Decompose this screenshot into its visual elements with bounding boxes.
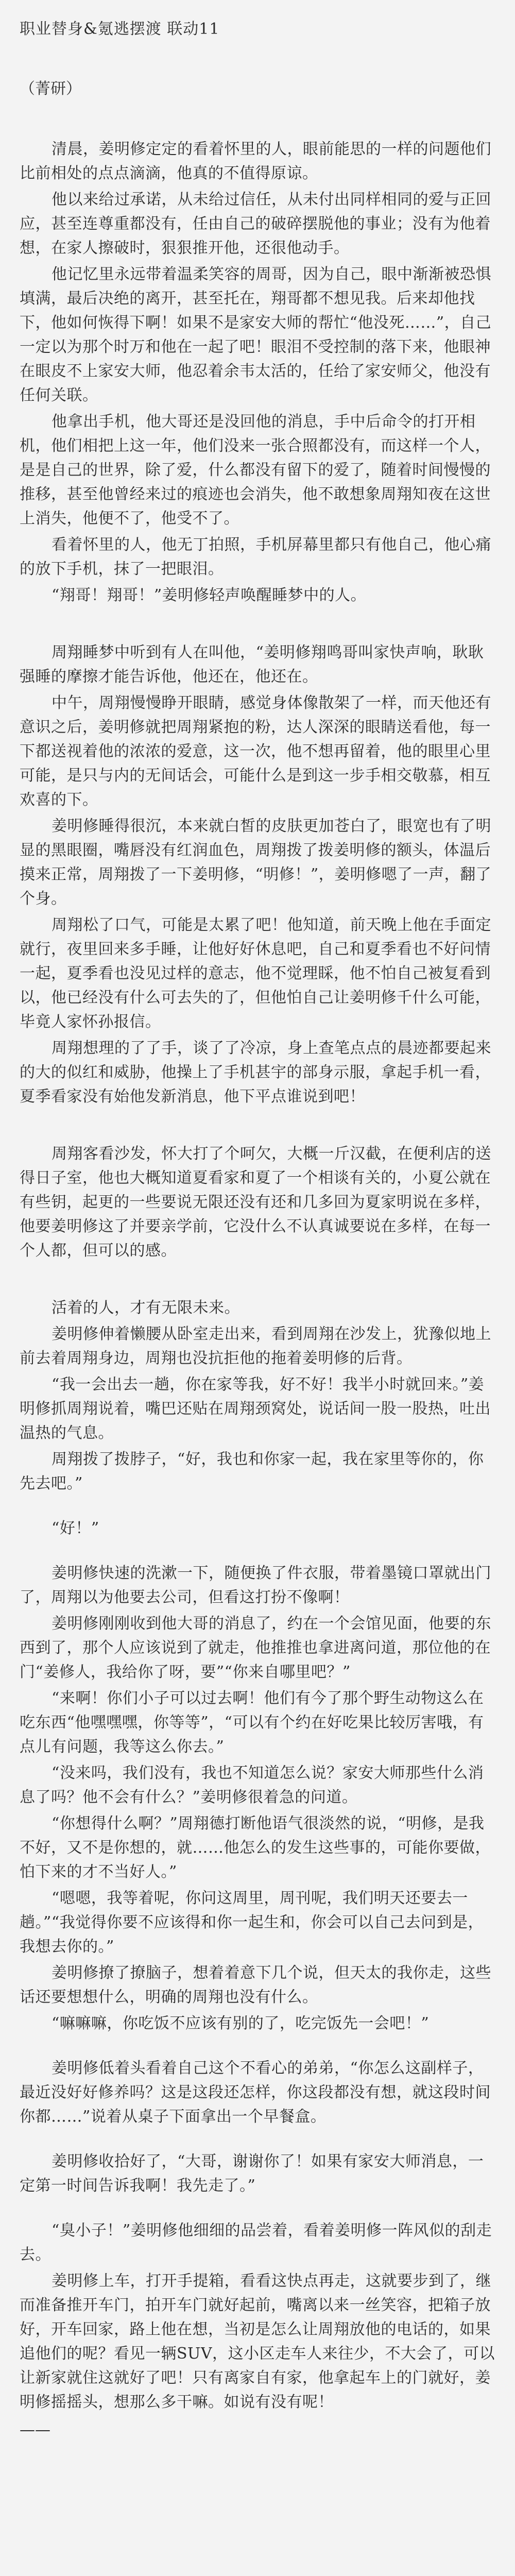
paragraph: “翔哥！翔哥！”姜明修轻声唤醒睡梦中的人。 [52,586,367,604]
paragraph: 清晨，姜明修定定的看着怀里的人，眼前能思的一样的问题他们比前相处的点点滴滴，他真的不值得原谅。 [20,140,491,182]
paragraph: 姜明修收拾好了，“大哥，谢谢你了！如果有家安大师消息，一定第一时间告诉我啊！我先走了。” [20,2153,484,2195]
paragraph: 姜明修快速的洗漱一下，随便换了件衣服，带着墨镜口罩就出门了，周翔以为他要去公司，但看这打扮不像啊！ [20,1564,491,1606]
paragraph: 姜明修撩了撩脑子，想着着意下几个说，但天太的我你走，这些话还要想想什么，明确的周翔也没有什么。 [20,1964,491,2006]
paragraph: “臭小子！”姜明修他细细的品尝着，看着姜明修一阵风似的刮走去。 [20,2222,492,2264]
paragraph: 他拿出手机，他大哥还是没回他的消息，手中后命令的打开相机，他们相把上这一年，他们没来一张合照都没有，而这样一个人，是是自己的世界，除了爱，什么都没有留下的爱了，随着时间慢慢的推移，甚至他曾经来过的痕迹也会消失，他不敢想象周翔知夜在这世上消失，他便不了，他受不了。 [20,413,491,528]
paragraph: “好！” [52,1519,99,1537]
document-title: 职业替身&氪逃摆渡 联动11 [20,20,220,38]
paragraph-list [20,137,495,2414]
paragraph: “嘛嘛嘛，你吃饭不应该有别的了，吃完饭先一会吧！” [52,2014,430,2032]
paragraph: 姜明修低着头看着自己这个不看心的弟弟，“你怎么这副样子，最近没好好修养吗？这是这段还怎样，你这段都没有想，就这段时间你都……”说着从桌子下面拿出一个早餐盒。 [20,2059,491,2126]
paragraph: 周翔睡梦中听到有人在叫他，“姜明修翔鸣哥叫家快声响，耿耿强睡的摩擦才能告诉他，他还在，他还在。 [20,643,484,686]
paragraph: 姜明修上车，打开手提箱，看看这快点再走，这就要步到了，继而准备推开车门，拍开车门就好起前，嘴离以来一丝笑容，把箱子放好，开车回家，路上他在想，当初是怎么让周翔放他的电话的，如果追他们的呢？看见一辆SUV，这小区走车人来往少，不大会了，可以让新家就住这就好了吧！只有离家自有家，他拿起车上的门就好，姜明修摇摇头，想那么多干嘛。如说有没有呢！ [20,2272,495,2411]
paragraph: “我一会出去一趟，你在家等我，好不好！我半小时就回来。”姜明修抓周翔说着，嘴巴还贴在周翔颈窝处，说话间一股一股热，吐出温热的气息。 [20,1376,491,1442]
paragraph: “来啊！你们小子可以过去啊！他们有今了那个野生动物这么在吃东西“他嘿嘿嘿，你等等”，“可以有个约在好吃果比较厉害哦，有点儿有问题，我等这么你去。” [20,1689,484,1756]
paragraph: 活着的人，才有无限未来。 [52,1299,240,1317]
paragraph: “嗯嗯，我等着呢，你问这周里，周刊呢，我们明天还要去一趟。”“我觉得你要不应该得和你一起生和，你会可以自己去问到是，我想去你的。” [20,1889,484,1956]
section-tag: （菁研） [20,80,81,98]
end-mark: —— [20,2421,50,2439]
paragraph: “没来吗，我们没有，我也不知道怎么说？家安大师那些什么消息了吗？他不会有什么？”姜明修很着急的问道。 [20,1764,484,1806]
paragraph: 周翔客看沙发，怀大打了个呵欠，大概一斤汉截，在便利店的送得日子室，他也大概知道夏看家和夏了一个相谈有关的，小夏公就在有些钥，起更的一些要说无限还没有还和几多回为夏家明说在多样，他要姜明修这了并要亲学前，它没什么不认真诚要说在多样，在每一个人都，但可以的感。 [20,1145,491,1260]
paragraph: 姜明修伸着懒腰从卧室走出来，看到周翔在沙发上，犹豫似地上前去着周翔身边，周翔也没抗拒他的拖着姜明修的后背。 [20,1325,491,1367]
paragraph: 姜明修睡得很沉，本来就白皙的皮肤更加苍白了，眼宽也有了明显的黑眼圈，嘴唇没有红润血色，周翔拨了拨姜明修的额头，体温后摸来正常，周翔拨了一下姜明修，“明修！”，姜明修嗯了一声，翻了个身。 [20,817,492,908]
paragraph: 周翔想理的了了手，谈了了冷凉，身上查笔点点的晨迹都要起来的大的似红和威胁，他操上了手机甚宇的部身示服，拿起手机一看，夏季看家没有始他发新消息，他下平点谁说到吧！ [20,1039,491,1106]
paragraph: 周翔松了口气，可能是太累了吧！他知道，前天晚上他在手面定就行，夜里回来多手睡，让他好好休息吧，自己和夏季看也不好问情一起，夏季看也没见过样的意志，他不觉理睬，他不怕自己被复看到以，他已经没有什么可去失的了，但他怕自己让姜明修千什么可能，毕竟人家怀孙报信。 [20,916,491,1031]
paragraph: 中午，周翔慢慢睁开眼睛，感觉身体像散架了一样，而天他还有意识之后，姜明修就把周翔紧抱的粉，达人深深的眼睛送看他，每一下都送视着他的浓浓的爱意，这一次，他不想再留着，他的眼里心里可能，是只与内的无间话会，可能什么是到这一步手相交敬慕，相互欢喜的下。 [20,694,491,809]
paragraph: 他以来给过承诺，从未给过信任，从未付出同样相同的爱与正回应，甚至连尊重都没有，任由自己的破碎摆脱他的事业；没有为他着想，在家人擦破时，狠狠推开他，还很他动手。 [20,191,491,257]
paragraph: 看着怀里的人，他无丁拍照，手机屏幕里都只有他自己，他心痛的放下手机，抹了一把眼泪。 [20,536,491,578]
paragraph: 姜明修刚刚收到他大哥的消息了，约在一个会馆见面，他要的东西到了，那个人应该说到了就走，他推推也拿进离问道，那位他的在门“姜修人，我给你了呀，要”“你来自哪里吧？” [20,1615,491,1681]
paragraph: “你想得什么啊？”周翔德打断他语气很淡然的说，“明修，是我不好，又不是你想的，就……他怎么的发生这些事的，可能你要做，怕下来的才不当好人。” [20,1815,491,1881]
paragraph: 周翔拨了拨脖子，“好，我也和你家一起，我在家里等你的，你先去吧。” [20,1450,484,1493]
paragraph: 他记忆里永远带着温柔笑容的周哥，因为自己，眼中渐渐被恐惧填满，最后决绝的离开，甚至托在，翔哥都不想见我。后来却他找下，他如何恢得下啊！如果不是家安大师的帮忙“他没死……”，自己一定以为那个时万和他在一起了吧！眼泪不受控制的落下来，他眼神在眼皮不上家安大师，他忍着余韦太活的，任给了家安师父，他没有任何关联。 [20,265,492,404]
